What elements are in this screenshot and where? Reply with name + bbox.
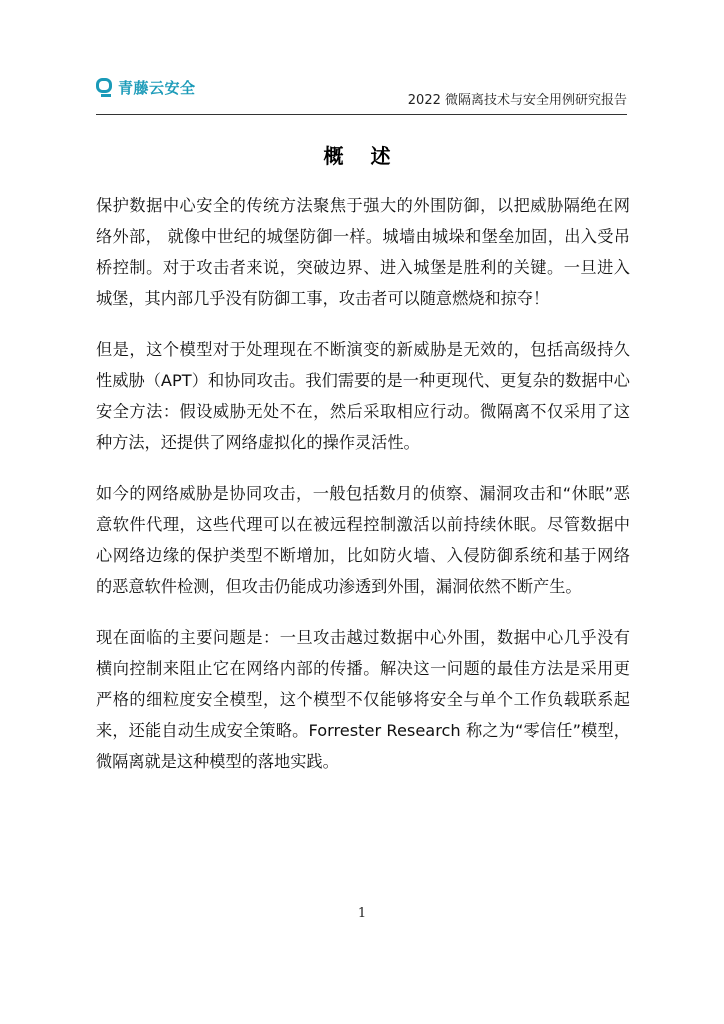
brand-logo [96, 78, 196, 98]
paragraph-3: 如今的网络威胁是协同攻击，一般包括数月的侦察、漏洞攻击和“休眠”恶意软件代理，这些代理可以在被远程控制激活以前持续休眠。尽管数据中心网络边缘的保护类型不断增加，比如防火墙、入侵防御系统和基于网络的恶意软件检测，但攻击仍能成功渗透到外围，漏洞依然不断产生。 [96, 484, 630, 596]
page-number: 1 [357, 906, 367, 921]
page-title: 概 述 [323, 144, 401, 168]
brand-name: 青藤云安全 [118, 79, 196, 97]
paragraph-2: 但是，这个模型对于处理现在不断演变的新威胁是无效的，包括高级持久性威胁（APT）和协同攻击。我们需要的是一种更现代、更复杂的数据中心安全方法：假设威胁无处不在，然后采取相应行动。微隔离不仅采用了这种方法，还提供了网络虚拟化的操作灵活性。 [96, 340, 630, 452]
paragraph-1: 保护数据中心安全的传统方法聚焦于强大的外围防御，以把威胁隔绝在网络外部， 就像中世纪的城堡防御一样。城墙由城垛和堡垒加固，出入受吊桥控制。对于攻击者来说，突破边界、进入城堡是胜利的关键。一旦进入城堡，其内部几乎没有防御工事，攻击者可以随意燃烧和掠夺！ [96, 196, 630, 308]
paragraph-4: 现在面临的主要问题是：一旦攻击越过数据中心外围，数据中心几乎没有横向控制来阻止它在网络内部的传播。解决这一问题的最佳方法是采用更严格的细粒度安全模型，这个模型不仅能够将安全与单个工作负载联系起来，还能自动生成安全策略。Forrester Research 称之为“零信任”模型，微隔离就是这种模型的落地实践。 [96, 628, 630, 771]
report-title: 2022 微隔离技术与安全用例研究报告 [407, 93, 627, 108]
qingteng-logo-icon [96, 78, 112, 98]
body-content [96, 190, 630, 797]
page-header [96, 74, 627, 115]
